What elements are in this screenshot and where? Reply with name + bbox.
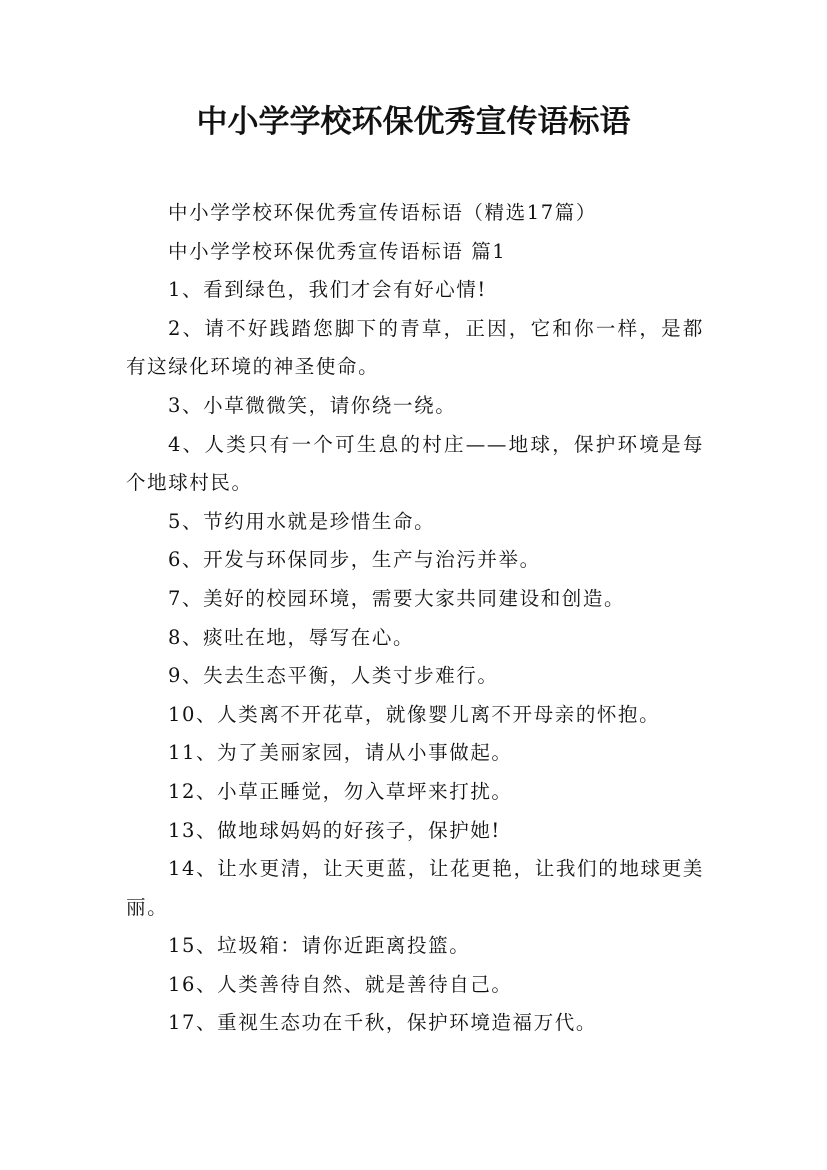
slogan-item-16: 16、人类善待自然、就是善待自己。 [168,972,513,996]
slogan-item-6: 6、开发与环保同步，生产与治污并举。 [168,548,541,572]
slogan-item-14: 14、让水更清，让天更蓝，让花更艳，让我们的地球更美丽。 [126,857,704,919]
slogan-item-2: 2、请不好践踏您脚下的青草，正因，它和你一样，是都有这绿化环境的神圣使命。 [126,316,704,379]
slogan-item-12: 12、小草正睡觉，勿入草坪来打扰。 [168,779,513,803]
slogan-item-7: 7、美好的校园环境，需要大家共同建设和创造。 [168,586,626,610]
slogan-item-13: 13、做地球妈妈的好孩子，保护她! [168,818,501,842]
slogan-item-4: 4、人类只有一个可生息的村庄——地球，保护环境是每个地球村民。 [126,432,704,495]
page-title: 中小学学校环保优秀宣传语标语 [196,104,631,140]
slogan-item-9: 9、失去生态平衡，人类寸步难行。 [168,664,499,688]
slogan-item-3: 3、小草微微笑，请你绕一绕。 [168,393,457,417]
slogan-item-10: 10、人类离不开花草，就像婴儿离不开母亲的怀抱。 [168,702,661,726]
document-body [126,194,704,1043]
slogan-item-17: 17、重视生态功在千秋，保护环境造福万代。 [168,1011,597,1035]
intro-line: 中小学学校环保优秀宣传语标语（精选17篇） [168,201,597,224]
slogan-item-15: 15、垃圾箱：请你近距离投篮。 [168,934,471,958]
slogan-item-1: 1、看到绿色，我们才会有好心情! [168,278,487,302]
slogan-item-5: 5、节约用水就是珍惜生命。 [168,509,436,533]
section-heading: 中小学学校环保优秀宣传语标语 篇1 [168,239,507,263]
slogan-item-8: 8、痰吐在地，辱写在心。 [168,625,415,649]
slogan-item-11: 11、为了美丽家园，请从小事做起。 [168,741,513,765]
